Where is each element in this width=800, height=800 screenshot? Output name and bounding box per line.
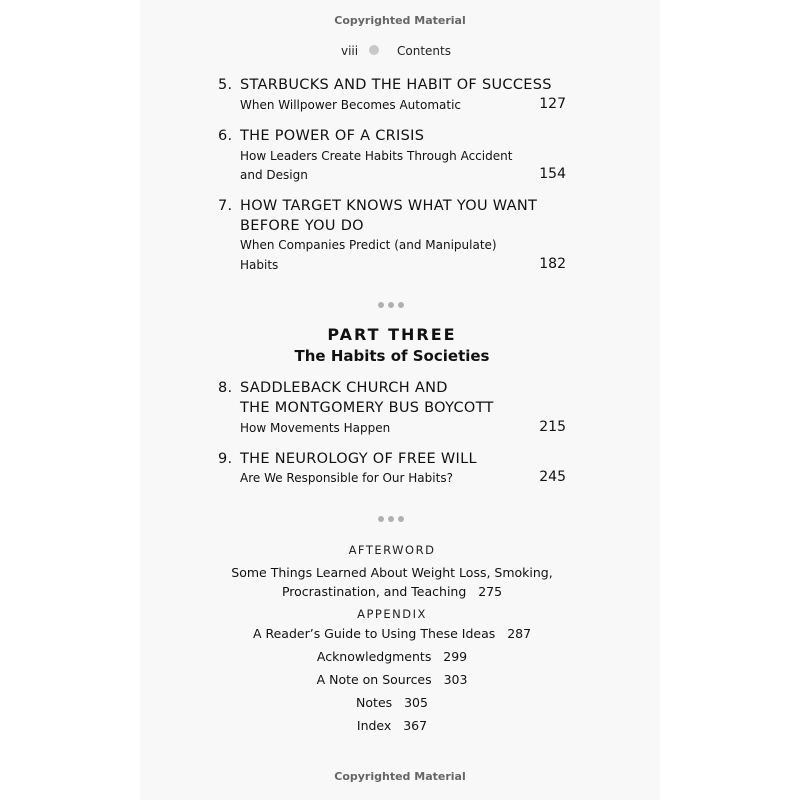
- chapter-9-number: 9.: [218, 451, 233, 467]
- chapter-8-number: 8.: [218, 380, 233, 396]
- part-label: PART THREE: [327, 325, 457, 344]
- back-matter-title: Index: [356, 718, 392, 733]
- chapter-8-subtitle: How Movements Happen: [240, 421, 391, 435]
- chapter-7-title-line-2: BEFORE YOU DO: [240, 218, 364, 234]
- back-matter-page: 299: [443, 649, 468, 664]
- back-matter-page: 367: [403, 718, 428, 733]
- back-matter-title: Notes: [356, 695, 393, 710]
- chapter-7-number: 7.: [218, 198, 233, 214]
- appendix-entry: [200, 626, 584, 641]
- appendix-page: 287: [507, 626, 532, 641]
- chapter-9-subtitle: Are We Responsible for Our Habits?: [240, 471, 453, 485]
- part-title: The Habits of Societies: [294, 347, 490, 365]
- section-divider-dots: [378, 516, 404, 522]
- chapter-8-title-line-1: SADDLEBACK CHURCH AND: [240, 380, 448, 396]
- chapter-7-subtitle-line-2: Habits: [240, 258, 279, 272]
- chapter-5-subtitle: When Willpower Becomes Automatic: [240, 98, 462, 112]
- appendix-heading: APPENDIX: [357, 607, 427, 621]
- afterword-heading: AFTERWORD: [348, 543, 436, 557]
- chapter-5-page: 127: [539, 96, 566, 112]
- copyright-notice-top: Copyrighted Material: [334, 14, 466, 27]
- chapter-7-page: 182: [539, 256, 566, 272]
- appendix-title: A Reader’s Guide to Using These Ideas: [252, 626, 496, 641]
- running-head-page-number: viii: [341, 44, 359, 58]
- back-matter-entry-sources: [200, 672, 584, 687]
- chapter-8-title-line-2: THE MONTGOMERY BUS BOYCOTT: [240, 400, 494, 416]
- chapter-6-title: THE POWER OF A CRISIS: [240, 128, 425, 144]
- chapter-7-subtitle-line-1: When Companies Predict (and Manipulate): [240, 238, 497, 252]
- afterword-title-line-1: Some Things Learned About Weight Loss, Smoking,: [231, 565, 553, 580]
- back-matter-page: 303: [443, 672, 468, 687]
- chapter-5-number: 5.: [218, 77, 233, 93]
- back-matter-page: 305: [404, 695, 428, 710]
- chapter-6-page: 154: [539, 166, 566, 182]
- back-matter-entry-notes: [200, 695, 584, 710]
- back-matter-entry-acknowledgments: [200, 649, 584, 664]
- running-head-title: Contents: [397, 44, 451, 58]
- chapter-6-number: 6.: [218, 128, 233, 144]
- afterword-page: 275: [478, 584, 503, 599]
- chapter-6-subtitle-line-1: How Leaders Create Habits Through Accident: [240, 149, 513, 163]
- afterword-title-line-2: [200, 584, 584, 599]
- chapter-6-subtitle-line-2: and Design: [240, 168, 308, 182]
- chapter-8-page: 215: [539, 419, 566, 435]
- back-matter-title: Acknowledgments: [316, 649, 432, 664]
- chapter-9-page: 245: [539, 469, 566, 485]
- section-divider-dots: [378, 302, 404, 308]
- copyright-notice-bottom: Copyrighted Material: [334, 770, 466, 783]
- chapter-5-title: STARBUCKS AND THE HABIT OF SUCCESS: [240, 77, 552, 93]
- afterword-title-text: Procrastination, and Teaching: [281, 584, 467, 599]
- running-head-bullet-icon: [369, 45, 379, 55]
- back-matter-entry-index: [200, 718, 584, 733]
- back-matter-title: A Note on Sources: [316, 672, 432, 687]
- chapter-7-title-line-1: HOW TARGET KNOWS WHAT YOU WANT: [240, 198, 538, 214]
- chapter-9-title: THE NEUROLOGY OF FREE WILL: [240, 451, 477, 467]
